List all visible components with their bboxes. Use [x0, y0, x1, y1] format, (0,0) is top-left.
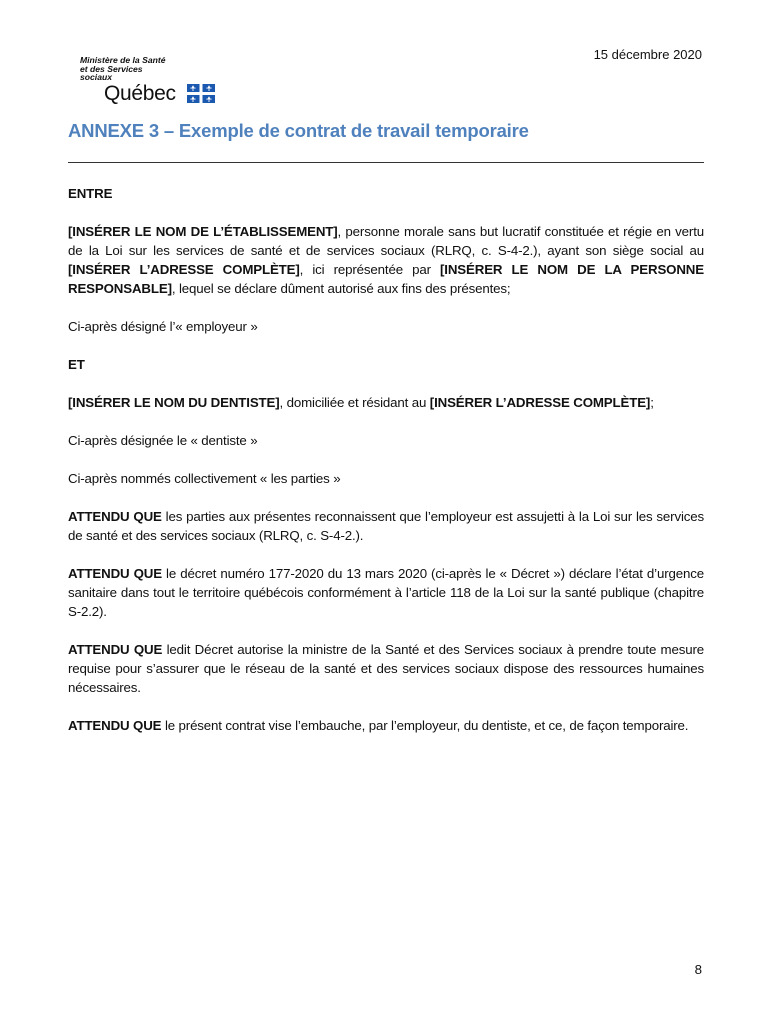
et-heading: ET [68, 357, 85, 372]
whereas-text-2: le décret numéro 177-2020 du 13 mars 2020 (ci-après le « Décret ») déclare l’état d’urgence sanitaire dans tout le territoire québécois conformément à l’article 118 de la Loi sur la santé publique (chapitre S-2.2). [68, 566, 704, 619]
page-number: 8 [694, 962, 702, 977]
whereas-clause-1 [68, 507, 704, 545]
whereas-label: ATTENDU QUE [68, 718, 162, 733]
employer-paragraph [68, 222, 704, 298]
dentist-text-1: , domiciliée et résidant au [279, 395, 430, 410]
employer-text-3: , lequel se déclare dûment autorisé aux fins des présentes; [171, 281, 511, 296]
employer-designation: Ci-après désigné l’« employeur » [68, 319, 258, 334]
employer-text-1: , personne morale sans but lucratif constituée et régie en vertu de la Loi sur les services de santé et de services sociaux (RLRQ, c. S-4-2.), ayant son siège social au [68, 224, 704, 258]
placeholder-dentist-name: [INSÉRER LE NOM DU DENTISTE] [68, 395, 280, 410]
placeholder-dentist-address: [INSÉRER L’ADRESSE COMPLÈTE] [429, 395, 651, 410]
logo-quebec-wordmark: Québec [104, 82, 176, 105]
whereas-label: ATTENDU QUE [68, 566, 162, 581]
whereas-label: ATTENDU QUE [68, 642, 163, 657]
entre-heading: ENTRE [68, 186, 113, 201]
whereas-text-1: les parties aux présentes reconnaissent que l’employeur est assujetti à la Loi sur les services de santé et des services sociaux (RLRQ, c. S-4-2.). [68, 509, 704, 543]
logo-ministry-line2: et des Services [80, 63, 143, 74]
whereas-text-3: ledit Décret autorise la ministre de la Santé et des Services sociaux à prendre toute mesure requise pour s’assurer que le réseau de la santé et des services sociaux dispose des ressources humaines nécessaires. [68, 642, 704, 695]
placeholder-responsible-person: [INSÉRER LE NOM DE LA PERSONNE RESPONSABLE] [68, 262, 704, 296]
dentist-paragraph [68, 393, 704, 412]
document-date: 15 décembre 2020 [593, 47, 702, 62]
whereas-label: ATTENDU QUE [68, 509, 162, 524]
dentist-designation: Ci-après désignée le « dentiste » [68, 433, 258, 448]
logo-ministry-line3: sociaux [80, 72, 113, 83]
annex-title: ANNEXE 3 – Exemple de contrat de travail temporaire [68, 120, 529, 141]
quebec-flag-icon [187, 84, 215, 103]
placeholder-establishment-name: [INSÉRER LE NOM DE L’ÉTABLISSEMENT] [68, 224, 338, 239]
dentist-text-2: ; [650, 395, 654, 410]
contract-body [68, 184, 704, 735]
employer-text-2: , ici représentée par [299, 262, 441, 277]
parties-designation: Ci-après nommés collectivement « les parties » [68, 471, 341, 486]
msss-quebec-logo [80, 56, 230, 108]
logo-ministry-line1: Ministère de la Santé [80, 55, 166, 65]
whereas-clause-3 [68, 640, 704, 697]
whereas-clause-4 [68, 716, 704, 735]
placeholder-full-address: [INSÉRER L’ADRESSE COMPLÈTE] [68, 262, 300, 277]
whereas-clause-2 [68, 564, 704, 621]
title-divider [68, 162, 704, 163]
whereas-text-4: le présent contrat vise l’embauche, par l’employeur, du dentiste, et ce, de façon temporaire. [161, 718, 689, 733]
